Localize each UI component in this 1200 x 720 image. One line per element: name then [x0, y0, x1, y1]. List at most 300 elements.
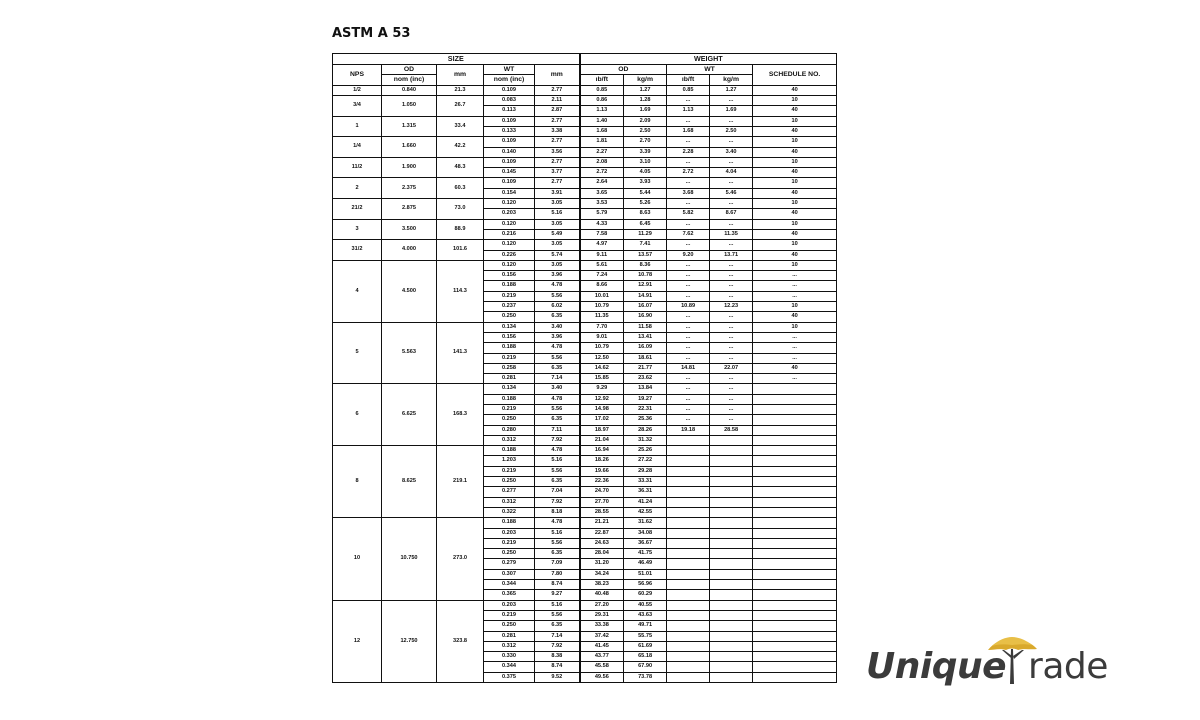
cell-od-lbft: 1.13	[580, 106, 624, 116]
cell-od-kgm: 29.28	[624, 466, 667, 476]
cell-od-kgm: 14.91	[624, 291, 667, 301]
cell-od-lbft: 12.50	[580, 353, 624, 363]
cell-wt-lbft	[667, 600, 710, 610]
cell-wt-nom: 0.120	[484, 260, 535, 270]
cell-wt-nom: 0.250	[484, 415, 535, 425]
cell-od-kgm: 60.29	[624, 590, 667, 600]
cell-wt-nom: 0.219	[484, 538, 535, 548]
logo-word-unique: Unique	[866, 646, 1007, 687]
cell-wt-kgm	[710, 435, 753, 445]
cell-od-lbft: 29.31	[580, 610, 624, 620]
cell-od-lbft: 1.81	[580, 137, 624, 147]
cell-wt-lbft: ...	[667, 404, 710, 414]
cell-wt-mm: 9.27	[535, 590, 580, 600]
cell-wt-lbft: 14.81	[667, 363, 710, 373]
cell-wt-mm: 5.56	[535, 610, 580, 620]
cell-wt-mm: 5.16	[535, 528, 580, 538]
cell-wt-lbft	[667, 580, 710, 590]
cell-wt-mm: 7.92	[535, 641, 580, 651]
cell-od-kgm: 13.41	[624, 332, 667, 342]
cell-od-lbft: 17.02	[580, 415, 624, 425]
cell-wt-lbft	[667, 662, 710, 672]
cell-wt-mm: 5.56	[535, 466, 580, 476]
cell-wt-kgm: ...	[710, 332, 753, 342]
cell-schedule: ...	[753, 291, 837, 301]
cell-wt-lbft: 7.62	[667, 229, 710, 239]
cell-schedule	[753, 641, 837, 651]
cell-schedule	[753, 394, 837, 404]
cell-wt-nom: 0.188	[484, 446, 535, 456]
cell-od-lbft: 0.85	[580, 85, 624, 95]
cell-wt-kgm: ...	[710, 374, 753, 384]
cell-schedule	[753, 456, 837, 466]
cell-wt-lbft	[667, 477, 710, 487]
cell-wt-kgm	[710, 590, 753, 600]
cell-wt-lbft	[667, 538, 710, 548]
cell-wt-mm: 2.77	[535, 178, 580, 188]
cell-od-kgm: 11.58	[624, 322, 667, 332]
cell-od-lbft: 45.58	[580, 662, 624, 672]
cell-wt-kgm: 13.71	[710, 250, 753, 260]
cell-schedule: ...	[753, 374, 837, 384]
cell-wt-kgm	[710, 507, 753, 517]
cell-wt-lbft	[667, 446, 710, 456]
cell-wt-mm: 5.56	[535, 538, 580, 548]
cell-wt-kgm: ...	[710, 96, 753, 106]
table-body	[333, 85, 837, 682]
cell-wt-kgm	[710, 662, 753, 672]
cell-wt-mm: 3.56	[535, 147, 580, 157]
cell-od-kgm: 33.31	[624, 477, 667, 487]
table-row	[333, 157, 837, 167]
cell-od-kgm: 5.26	[624, 199, 667, 209]
cell-wt-nom: 0.120	[484, 240, 535, 250]
cell-wt-nom: 0.156	[484, 332, 535, 342]
cell-wt-mm: 3.05	[535, 260, 580, 270]
cell-wt-lbft	[667, 466, 710, 476]
cell-wt-nom: 0.258	[484, 363, 535, 373]
cell-od-kgm: 36.67	[624, 538, 667, 548]
cell-wt-mm: 6.35	[535, 415, 580, 425]
cell-wt-nom: 0.109	[484, 178, 535, 188]
cell-wt-mm: 5.56	[535, 404, 580, 414]
cell-od-kgm: 13.84	[624, 384, 667, 394]
cell-wt-nom: 0.281	[484, 374, 535, 384]
cell-schedule: 40	[753, 312, 837, 322]
cell-schedule	[753, 415, 837, 425]
cell-od: 1.050	[382, 96, 437, 117]
cell-wt-mm: 7.14	[535, 374, 580, 384]
cell-od: 1.900	[382, 157, 437, 178]
cell-od-kgm: 28.26	[624, 425, 667, 435]
cell-wt-nom: 0.219	[484, 353, 535, 363]
cell-wt-nom: 0.188	[484, 343, 535, 353]
cell-wt-kgm: ...	[710, 312, 753, 322]
cell-od-lbft: 28.04	[580, 549, 624, 559]
cell-wt-mm: 7.80	[535, 569, 580, 579]
cell-wt-mm: 4.78	[535, 446, 580, 456]
table-row	[333, 96, 837, 106]
table-row	[333, 199, 837, 209]
cell-od-lbft: 2.72	[580, 168, 624, 178]
cell-wt-lbft	[667, 435, 710, 445]
cell-od-kgm: 8.63	[624, 209, 667, 219]
cell-nps: 1	[333, 116, 382, 137]
cell-od-lbft: 40.48	[580, 590, 624, 600]
cell-mm: 26.7	[437, 96, 484, 117]
wt-mm-header: mm	[535, 64, 580, 85]
cell-schedule	[753, 610, 837, 620]
cell-wt-mm: 5.74	[535, 250, 580, 260]
cell-wt-lbft	[667, 672, 710, 682]
cell-od: 1.315	[382, 116, 437, 137]
cell-od-kgm: 25.36	[624, 415, 667, 425]
cell-wt-mm: 6.35	[535, 549, 580, 559]
wt-nom-header: nom (inc)	[484, 75, 535, 86]
cell-od-lbft: 21.21	[580, 518, 624, 528]
cell-od-lbft: 2.08	[580, 157, 624, 167]
cell-mm: 323.8	[437, 600, 484, 682]
cell-od-lbft: 18.97	[580, 425, 624, 435]
cell-wt-mm: 5.16	[535, 456, 580, 466]
cell-wt-kgm	[710, 600, 753, 610]
cell-mm: 141.3	[437, 322, 484, 384]
table-row	[333, 219, 837, 229]
cell-wt-lbft: ...	[667, 116, 710, 126]
cell-schedule: ...	[753, 332, 837, 342]
cell-wt-nom: 0.250	[484, 621, 535, 631]
cell-od-kgm: 2.70	[624, 137, 667, 147]
cell-wt-mm: 3.96	[535, 271, 580, 281]
schedule-header: SCHEDULE NO.	[753, 64, 837, 85]
cell-nps: 4	[333, 260, 382, 322]
cell-wt-lbft: ...	[667, 312, 710, 322]
cell-wt-nom: 0.203	[484, 600, 535, 610]
cell-nps: 3/4	[333, 96, 382, 117]
cell-wt-nom: 0.322	[484, 507, 535, 517]
cell-od-lbft: 49.56	[580, 672, 624, 682]
cell-od: 4.000	[382, 240, 437, 261]
cell-od-lbft: 1.40	[580, 116, 624, 126]
table-row	[333, 600, 837, 610]
cell-wt-nom: 0.188	[484, 394, 535, 404]
cell-wt-nom: 0.312	[484, 641, 535, 651]
cell-wt-lbft: 10.89	[667, 302, 710, 312]
cell-wt-kgm: ...	[710, 343, 753, 353]
cell-schedule	[753, 590, 837, 600]
cell-schedule: 40	[753, 209, 837, 219]
cell-od-lbft: 4.97	[580, 240, 624, 250]
cell-wt-lbft: ...	[667, 260, 710, 270]
cell-od-kgm: 4.05	[624, 168, 667, 178]
pipe-dimension-table	[332, 53, 837, 683]
cell-wt-kgm	[710, 580, 753, 590]
cell-schedule: 10	[753, 219, 837, 229]
cell-od-kgm: 3.39	[624, 147, 667, 157]
cell-od-lbft: 15.85	[580, 374, 624, 384]
cell-schedule	[753, 672, 837, 682]
cell-od-lbft: 5.79	[580, 209, 624, 219]
cell-nps: 31/2	[333, 240, 382, 261]
cell-wt-lbft	[667, 456, 710, 466]
cell-wt-kgm: ...	[710, 404, 753, 414]
cell-wt-mm: 7.92	[535, 497, 580, 507]
cell-wt-mm: 2.77	[535, 157, 580, 167]
cell-od-kgm: 19.27	[624, 394, 667, 404]
cell-wt-kgm	[710, 466, 753, 476]
cell-od-lbft: 16.94	[580, 446, 624, 456]
cell-wt-kgm: 3.40	[710, 147, 753, 157]
cell-wt-kgm	[710, 456, 753, 466]
cell-wt-mm: 2.77	[535, 85, 580, 95]
cell-wt-mm: 3.38	[535, 126, 580, 136]
cell-wt-kgm: 4.04	[710, 168, 753, 178]
cell-od-kgm: 25.26	[624, 446, 667, 456]
cell-schedule	[753, 446, 837, 456]
cell-schedule: ...	[753, 343, 837, 353]
cell-wt-nom: 0.188	[484, 518, 535, 528]
cell-od-kgm: 23.62	[624, 374, 667, 384]
cell-nps: 5	[333, 322, 382, 384]
cell-wt-nom: 0.134	[484, 384, 535, 394]
cell-od-kgm: 56.96	[624, 580, 667, 590]
cell-od-lbft: 22.87	[580, 528, 624, 538]
cell-mm: 73.0	[437, 199, 484, 220]
cell-wt-lbft	[667, 497, 710, 507]
cell-wt-lbft	[667, 559, 710, 569]
wt-kgm-header: kg/m	[710, 75, 753, 86]
cell-wt-kgm	[710, 487, 753, 497]
cell-schedule: ...	[753, 353, 837, 363]
cell-od-kgm: 16.09	[624, 343, 667, 353]
cell-od-lbft: 4.33	[580, 219, 624, 229]
cell-schedule: 40	[753, 106, 837, 116]
cell-od-lbft: 21.04	[580, 435, 624, 445]
cell-wt-nom: 0.083	[484, 96, 535, 106]
cell-nps: 11/2	[333, 157, 382, 178]
cell-wt-mm: 2.11	[535, 96, 580, 106]
cell-wt-mm: 3.05	[535, 219, 580, 229]
cell-wt-kgm	[710, 672, 753, 682]
table-row	[333, 116, 837, 126]
cell-od-kgm: 34.08	[624, 528, 667, 538]
cell-wt-kgm: 5.46	[710, 188, 753, 198]
cell-wt-lbft: ...	[667, 137, 710, 147]
cell-wt-nom: 0.188	[484, 281, 535, 291]
cell-schedule	[753, 487, 837, 497]
cell-od-lbft: 43.77	[580, 652, 624, 662]
cell-wt-kgm: ...	[710, 415, 753, 425]
cell-wt-lbft: 9.20	[667, 250, 710, 260]
cell-wt-mm: 7.92	[535, 435, 580, 445]
cell-od-kgm: 13.57	[624, 250, 667, 260]
od-nom-header: nom (inc)	[382, 75, 437, 86]
cell-wt-lbft: 19.18	[667, 425, 710, 435]
cell-wt-lbft: ...	[667, 219, 710, 229]
cell-od-lbft: 1.68	[580, 126, 624, 136]
cell-wt-lbft	[667, 590, 710, 600]
cell-mm: 114.3	[437, 260, 484, 322]
cell-od: 2.375	[382, 178, 437, 199]
cell-wt-mm: 6.02	[535, 302, 580, 312]
cell-mm: 48.3	[437, 157, 484, 178]
cell-wt-kgm	[710, 549, 753, 559]
cell-wt-nom: 0.307	[484, 569, 535, 579]
cell-od-kgm: 51.01	[624, 569, 667, 579]
cell-wt-nom: 0.133	[484, 126, 535, 136]
cell-wt-nom: 0.250	[484, 477, 535, 487]
cell-wt-mm: 8.18	[535, 507, 580, 517]
cell-od-kgm: 40.55	[624, 600, 667, 610]
cell-wt-kgm: ...	[710, 353, 753, 363]
cell-schedule	[753, 569, 837, 579]
cell-schedule	[753, 559, 837, 569]
cell-od-kgm: 16.90	[624, 312, 667, 322]
cell-od-lbft: 31.20	[580, 559, 624, 569]
cell-wt-lbft: ...	[667, 322, 710, 332]
logo-wordmark	[866, 646, 1108, 687]
cell-wt-kgm: 8.67	[710, 209, 753, 219]
cell-od-kgm: 55.75	[624, 631, 667, 641]
od-kgm-header: kg/m	[624, 75, 667, 86]
cell-od-lbft: 37.42	[580, 631, 624, 641]
od-header: OD	[382, 64, 437, 75]
cell-schedule	[753, 435, 837, 445]
cell-schedule: 10	[753, 302, 837, 312]
cell-od-kgm: 8.36	[624, 260, 667, 270]
cell-schedule: 40	[753, 229, 837, 239]
cell-schedule	[753, 652, 837, 662]
size-header: SIZE	[333, 54, 580, 65]
cell-od-kgm: 41.24	[624, 497, 667, 507]
cell-wt-lbft	[667, 621, 710, 631]
cell-od-lbft: 8.66	[580, 281, 624, 291]
cell-wt-mm: 6.35	[535, 477, 580, 487]
cell-od-lbft: 27.70	[580, 497, 624, 507]
cell-wt-kgm: ...	[710, 219, 753, 229]
cell-od-lbft: 19.66	[580, 466, 624, 476]
table-row	[333, 518, 837, 528]
cell-wt-lbft: ...	[667, 240, 710, 250]
cell-wt-kgm: ...	[710, 384, 753, 394]
cell-od: 0.840	[382, 85, 437, 95]
cell-od-kgm: 65.18	[624, 652, 667, 662]
cell-wt-nom: 0.219	[484, 610, 535, 620]
cell-mm: 168.3	[437, 384, 484, 446]
cell-wt-lbft: ...	[667, 157, 710, 167]
cell-od-lbft: 14.62	[580, 363, 624, 373]
cell-wt-lbft	[667, 487, 710, 497]
cell-od: 4.500	[382, 260, 437, 322]
cell-schedule: 40	[753, 168, 837, 178]
cell-wt-mm: 8.74	[535, 662, 580, 672]
cell-wt-nom: 0.237	[484, 302, 535, 312]
cell-wt-lbft: ...	[667, 353, 710, 363]
cell-wt-kgm: ...	[710, 137, 753, 147]
cell-wt-nom: 0.145	[484, 168, 535, 178]
cell-schedule: 10	[753, 240, 837, 250]
table-row	[333, 240, 837, 250]
cell-wt-nom: 0.281	[484, 631, 535, 641]
cell-nps: 21/2	[333, 199, 382, 220]
cell-nps: 12	[333, 600, 382, 682]
cell-schedule: 40	[753, 147, 837, 157]
cell-od-kgm: 1.27	[624, 85, 667, 95]
cell-wt-nom: 0.216	[484, 229, 535, 239]
cell-wt-lbft	[667, 631, 710, 641]
cell-od-lbft: 0.86	[580, 96, 624, 106]
weight-od-header: OD	[580, 64, 667, 75]
cell-wt-nom: 0.250	[484, 312, 535, 322]
cell-wt-kgm	[710, 528, 753, 538]
cell-wt-kgm: ...	[710, 291, 753, 301]
cell-wt-nom: 0.113	[484, 106, 535, 116]
cell-schedule: 10	[753, 96, 837, 106]
cell-wt-mm: 5.16	[535, 600, 580, 610]
table-row	[333, 260, 837, 270]
cell-schedule: ...	[753, 281, 837, 291]
cell-od-lbft: 3.65	[580, 188, 624, 198]
cell-od-lbft: 18.26	[580, 456, 624, 466]
cell-schedule	[753, 600, 837, 610]
cell-wt-kgm	[710, 641, 753, 651]
cell-wt-lbft: 2.28	[667, 147, 710, 157]
cell-mm: 219.1	[437, 446, 484, 518]
cell-wt-mm: 4.78	[535, 343, 580, 353]
cell-wt-kgm: ...	[710, 199, 753, 209]
cell-schedule: 10	[753, 199, 837, 209]
cell-wt-mm: 8.74	[535, 580, 580, 590]
nps-header: NPS	[333, 64, 382, 85]
cell-schedule	[753, 425, 837, 435]
cell-od-kgm: 41.75	[624, 549, 667, 559]
cell-nps: 2	[333, 178, 382, 199]
cell-wt-mm: 7.11	[535, 425, 580, 435]
cell-wt-kgm: 11.35	[710, 229, 753, 239]
cell-wt-mm: 6.35	[535, 621, 580, 631]
cell-od-kgm: 46.49	[624, 559, 667, 569]
cell-wt-lbft	[667, 569, 710, 579]
cell-schedule	[753, 528, 837, 538]
cell-wt-lbft: ...	[667, 343, 710, 353]
cell-od-lbft: 24.70	[580, 487, 624, 497]
cell-od-lbft: 3.53	[580, 199, 624, 209]
cell-wt-kgm: ...	[710, 271, 753, 281]
cell-od-lbft: 9.01	[580, 332, 624, 342]
cell-od-lbft: 41.45	[580, 641, 624, 651]
cell-wt-mm: 3.40	[535, 384, 580, 394]
cell-nps: 1/4	[333, 137, 382, 158]
cell-wt-mm: 7.04	[535, 487, 580, 497]
cell-wt-kgm	[710, 610, 753, 620]
cell-od-kgm: 1.28	[624, 96, 667, 106]
cell-wt-nom: 0.344	[484, 580, 535, 590]
cell-schedule: 40	[753, 363, 837, 373]
cell-schedule	[753, 477, 837, 487]
cell-wt-kgm	[710, 477, 753, 487]
cell-od-kgm: 43.63	[624, 610, 667, 620]
cell-od-lbft: 7.58	[580, 229, 624, 239]
cell-schedule	[753, 549, 837, 559]
cell-schedule	[753, 631, 837, 641]
cell-wt-kgm: ...	[710, 394, 753, 404]
cell-od-kgm: 3.93	[624, 178, 667, 188]
cell-od-kgm: 7.41	[624, 240, 667, 250]
cell-schedule	[753, 507, 837, 517]
cell-wt-nom: 0.120	[484, 199, 535, 209]
cell-wt-kgm: ...	[710, 178, 753, 188]
cell-wt-nom: 0.156	[484, 271, 535, 281]
